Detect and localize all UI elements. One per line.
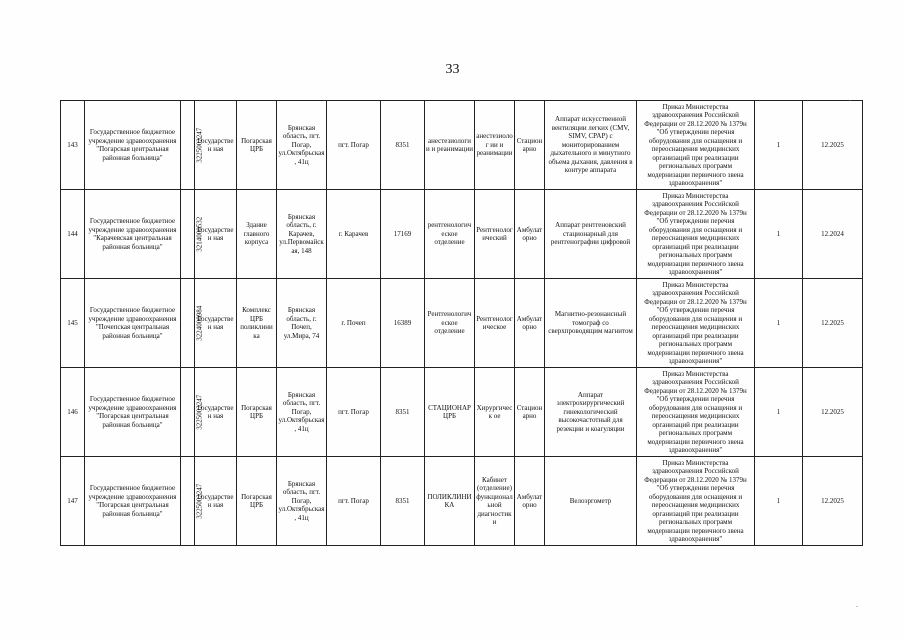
cell-basis: Приказ Министерства здравоохранения Российской Федерации от 28.12.2020 № 1379н "Об утверждении перечня оборудования для оснащения и переоснащения медицинских организаций при реализации региональных программ модернизации первичного звена здравоохранения" — [637, 190, 755, 279]
cell-building: Комплекс ЦРБ поликлини ка — [237, 279, 277, 368]
cell-basis: Приказ Министерства здравоохранения Российской Федерации от 28.12.2020 № 1379н "Об утверждении перечня оборудования для оснащения и переоснащения медицинских организаций при реализации региональных программ модернизации первичного звена здравоохранения" — [637, 457, 755, 546]
cell-org: Государственное бюджетное учреждение здравоохранения "Карачевская центральная районная больница" — [85, 190, 181, 279]
cell-org: Государственное бюджетное учреждение здравоохранения "Почепская центральная районная больница" — [85, 279, 181, 368]
cell-equipment: Магнитно-резонансный томограф со сверхпроводящим магнитом — [545, 279, 637, 368]
table-row — [61, 190, 863, 279]
cell-care: Амбулат орно — [515, 190, 545, 279]
cell-locality: пгт. Погар — [327, 368, 381, 457]
cell-org: Государственное бюджетное учреждение здравоохранения "Погарская центральная районная больница" — [85, 368, 181, 457]
cell-care: Амбулат орно — [515, 279, 545, 368]
cell-inn — [181, 368, 204, 457]
cell-inn — [181, 279, 204, 368]
cell-building: Погарская ЦРБ — [237, 368, 277, 457]
cell-num: 146 — [61, 368, 85, 457]
table-row — [61, 368, 863, 457]
inn-text: 3225002247 — [195, 394, 204, 430]
cell-locality: г. Карачев — [327, 190, 381, 279]
cell-qty: 1 — [755, 279, 803, 368]
cell-num: 144 — [61, 190, 85, 279]
cell-code: 8351 — [381, 368, 425, 457]
table-row — [61, 279, 863, 368]
page-number: 33 — [445, 62, 460, 77]
inn-text: 3225002247 — [195, 483, 204, 519]
cell-locality: г. Почеп — [327, 279, 381, 368]
cell-org: Государственное бюджетное учреждение здравоохранения "Погарская центральная районная больница" — [85, 457, 181, 546]
cell-inn — [181, 101, 204, 190]
cell-basis: Приказ Министерства здравоохранения Российской Федерации от 28.12.2020 № 1379н "Об утверждении перечня оборудования для оснащения и переоснащения медицинских организаций при реализации региональных программ модернизации первичного звена здравоохранения" — [637, 279, 755, 368]
cell-code: 16389 — [381, 279, 425, 368]
cell-address: Брянская область, пгт. Погар, ул.Октябрьская , 41ц — [277, 101, 327, 190]
cell-building: Погарская ЦРБ — [237, 457, 277, 546]
cell-org: Государственное бюджетное учреждение здравоохранения "Погарская центральная районная больница" — [85, 101, 181, 190]
cell-dept: СТАЦИОНАР ЦРБ — [425, 368, 475, 457]
cell-qty: 1 — [755, 368, 803, 457]
cell-profile: Хирургическ ое — [475, 368, 515, 457]
cell-address: Брянская область, пгт. Погар, ул.Октябрьская , 41ц — [277, 368, 327, 457]
cell-inn — [181, 457, 204, 546]
cell-num: 145 — [61, 279, 85, 368]
cell-code: 8351 — [381, 457, 425, 546]
cell-num: 147 — [61, 457, 85, 546]
cell-form: Государствен ная — [195, 279, 237, 368]
cell-address: Брянская область, пгт. Погар, ул.Октябрьская , 41ц — [277, 457, 327, 546]
scan-mark: . — [856, 600, 858, 609]
inn-text: 3214000532 — [195, 216, 204, 252]
cell-form: Государствен ная — [195, 368, 237, 457]
cell-building: Погарская ЦРБ — [237, 101, 277, 190]
cell-date: 12.2025 — [803, 457, 863, 546]
cell-qty: 1 — [755, 101, 803, 190]
cell-basis: Приказ Министерства здравоохранения Российской Федерации от 28.12.2020 № 1379н "Об утверждении перечня оборудования для оснащения и переоснащения медицинских организаций при реализации региональных программ модернизации первичного звена здравоохранения" — [637, 101, 755, 190]
inn-text: 3225002247 — [195, 127, 204, 163]
cell-dept: ПОЛИКЛИНИ КА — [425, 457, 475, 546]
cell-care: Стацион арно — [515, 368, 545, 457]
cell-equipment: Велоэргометр — [545, 457, 637, 546]
cell-care: Стацион арно — [515, 101, 545, 190]
cell-equipment: Аппарат искусственной вентиляции легких (CMV, SIMV, CPAP) с мониторированием дыхательного и минутного объема дыхания, давления в контуре аппарата — [545, 101, 637, 190]
cell-inn — [181, 190, 204, 279]
scan-mark: . — [849, 94, 851, 103]
cell-code: 17169 — [381, 190, 425, 279]
cell-profile: Рентгенолог ический — [475, 190, 515, 279]
cell-locality: пгт. Погар — [327, 457, 381, 546]
cell-dept: анестезиологи и и реанимации — [425, 101, 475, 190]
cell-dept: рентгенологич еское отделение — [425, 190, 475, 279]
cell-code: 8351 — [381, 101, 425, 190]
cell-qty: 1 — [755, 190, 803, 279]
cell-building: Здание главного корпуса — [237, 190, 277, 279]
cell-care: Амбулат орно — [515, 457, 545, 546]
cell-qty: 1 — [755, 457, 803, 546]
inn-text: 3224000984 — [195, 305, 204, 341]
cell-address: Брянская область, г. Почеп, ул.Мира, 74 — [277, 279, 327, 368]
cell-num: 143 — [61, 101, 85, 190]
cell-form: Государствен ная — [195, 190, 237, 279]
cell-profile: Кабинет (отделение) функционал ьной диагностики — [475, 457, 515, 546]
cell-locality: пгт. Погар — [327, 101, 381, 190]
cell-equipment: Аппарат электрохирургический гинекологический высокочастотный для резекции и коагуляции — [545, 368, 637, 457]
cell-dept: Рентгенологич еское отделение — [425, 279, 475, 368]
cell-date: 12.2025 — [803, 101, 863, 190]
cell-date: 12.2025 — [803, 279, 863, 368]
cell-profile: анестезиолог ии и реанимации — [475, 101, 515, 190]
cell-profile: Рентгенолог ическое — [475, 279, 515, 368]
table-row — [61, 457, 863, 546]
cell-address: Брянская область, г. Карачев, ул.Первомайск ая, 148 — [277, 190, 327, 279]
cell-form: Государствен ная — [195, 457, 237, 546]
cell-date: 12.2025 — [803, 368, 863, 457]
table-row — [61, 101, 863, 190]
cell-form: Государствен ная — [195, 101, 237, 190]
cell-basis: Приказ Министерства здравоохранения Российской Федерации от 28.12.2020 № 1379н "Об утверждении перечня оборудования для оснащения и переоснащения медицинских организаций при реализации региональных программ модернизации первичного звена здравоохранения" — [637, 368, 755, 457]
cell-equipment: Аппарат рентгеновский стационарный для рентгенографии цифровой — [545, 190, 637, 279]
equipment-table — [60, 100, 863, 546]
cell-date: 12.2024 — [803, 190, 863, 279]
